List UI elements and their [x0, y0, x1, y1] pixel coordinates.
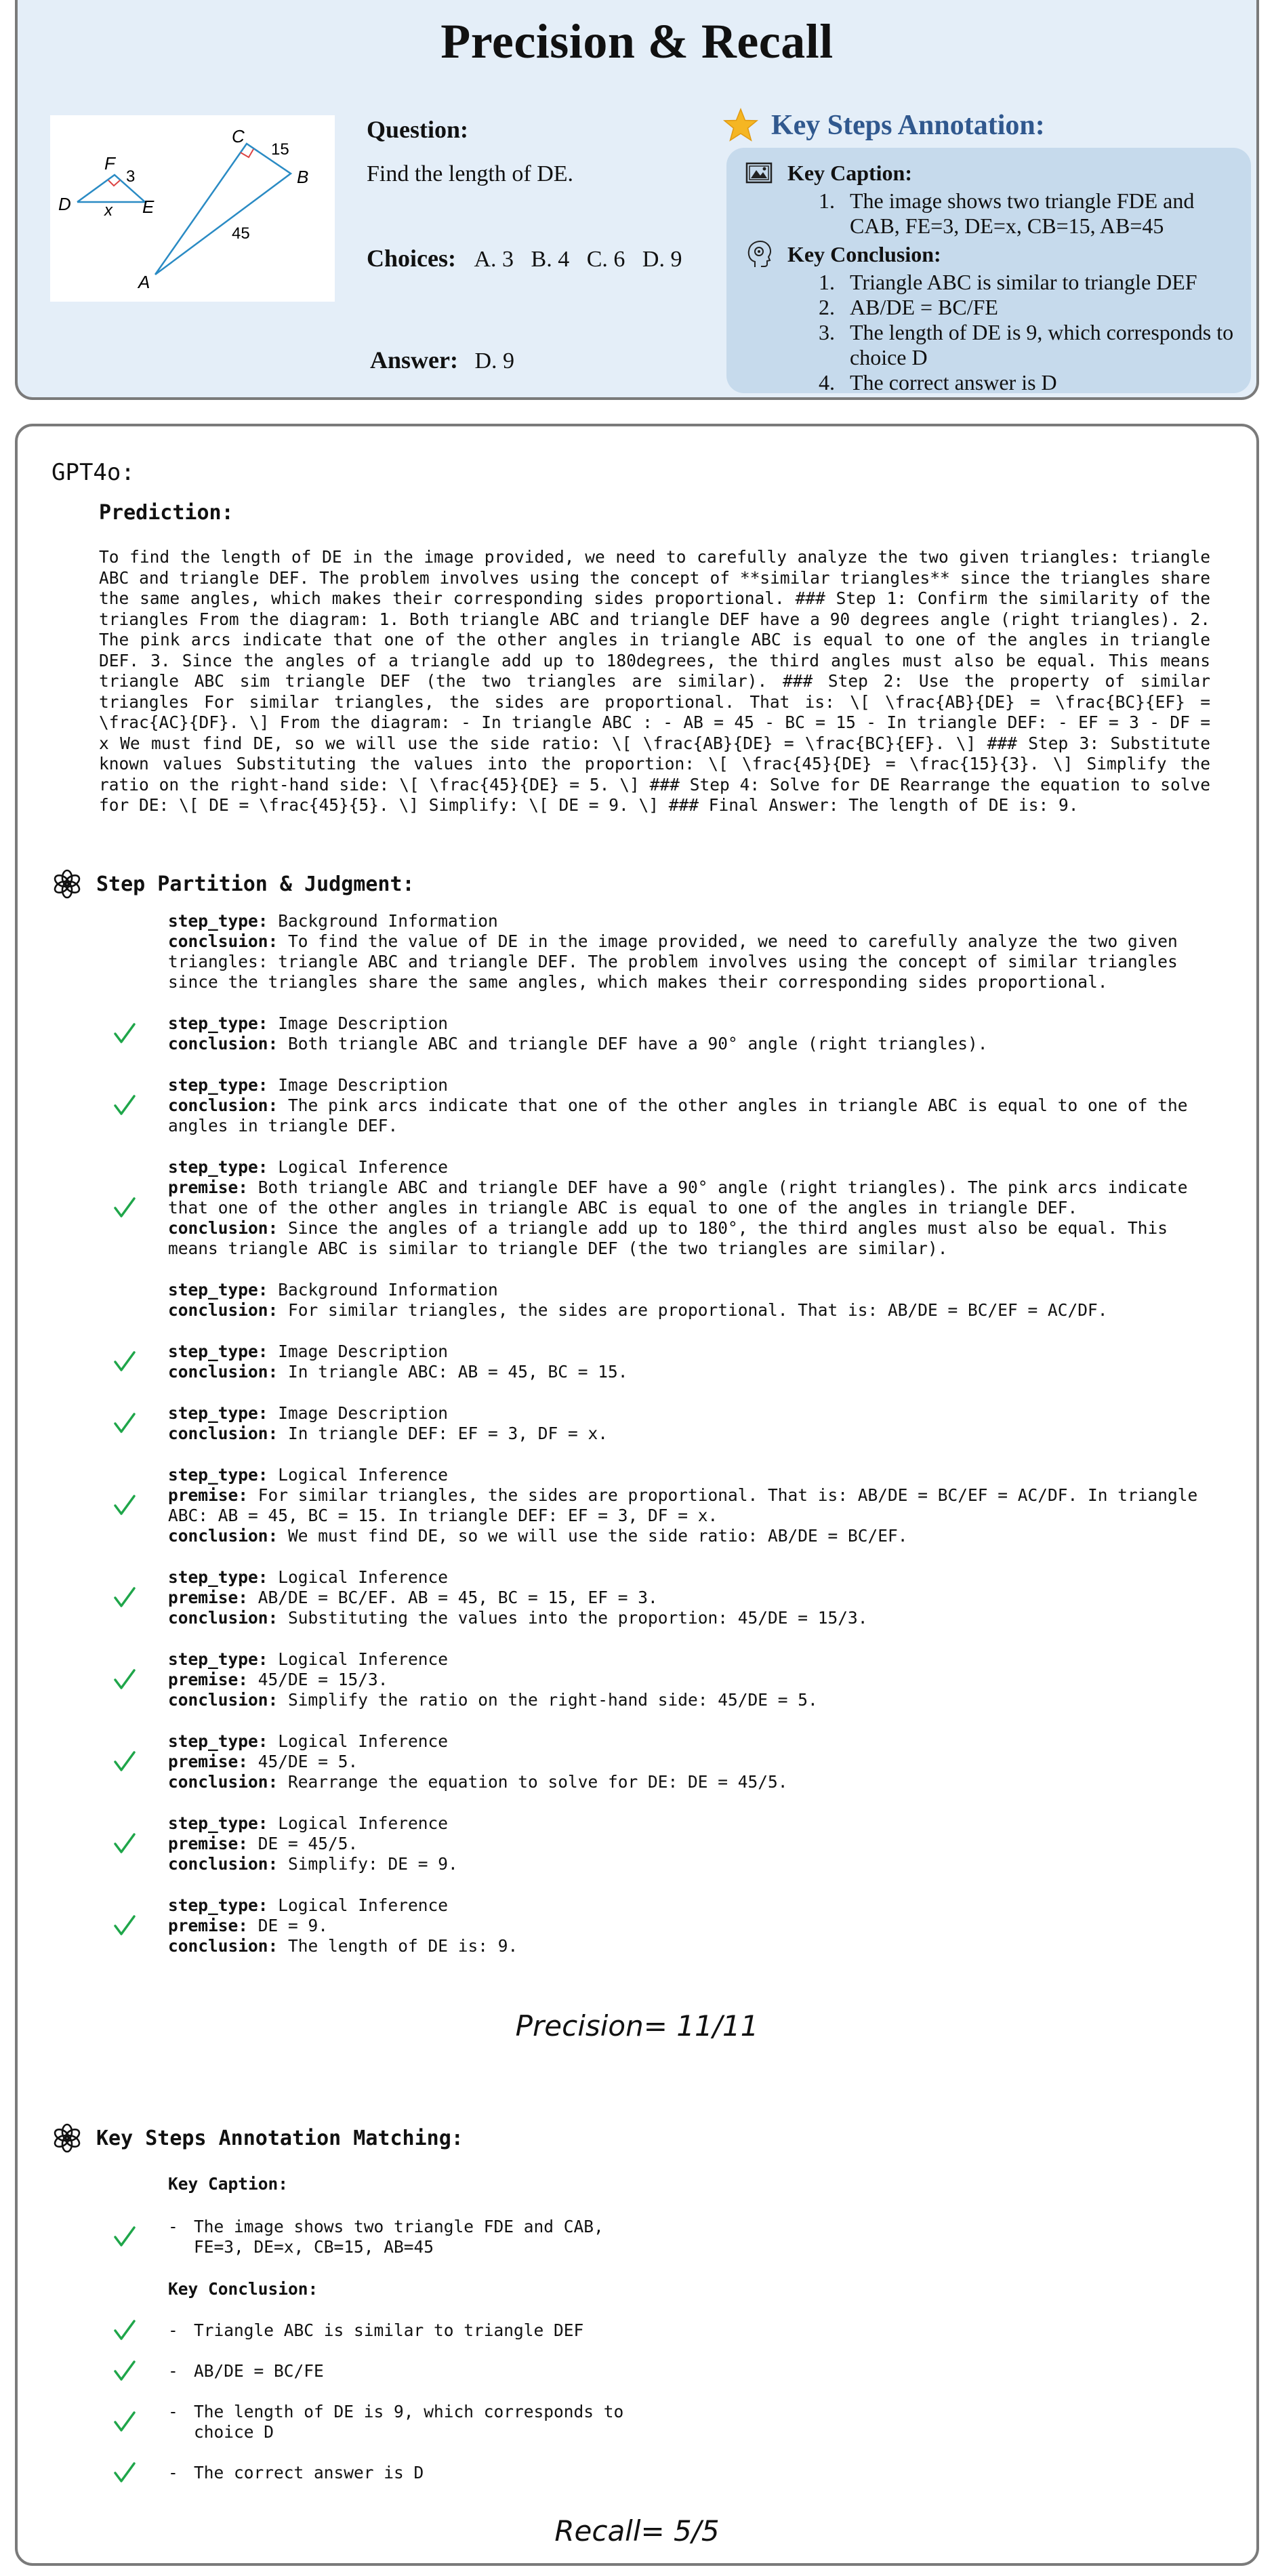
step-type-value: Image Description	[278, 1342, 449, 1361]
conclusion-value: To find the value of DE in the image provided, we need to carefully analyze the two given triangles: triangle ABC and triangle DEF. The problem involves using the concept of similar triangles since the triangles share the same angles, which makes their corresponding sides proportional.	[168, 931, 1178, 992]
match-text-line1: The correct answer is D	[194, 2463, 424, 2482]
match-text-line2: choice D	[194, 2422, 274, 2442]
summary-panel	[15, 0, 1259, 400]
choices-text: A. 3 B. 4 C. 6 D. 9	[474, 247, 682, 272]
step-type-label: step_type:	[168, 1280, 268, 1300]
step-type-label: step_type:	[168, 1157, 268, 1177]
conclusion-value: Rearrange the equation to solve for DE: DE = 45/5.	[288, 1772, 788, 1792]
step-type-line	[168, 1075, 1225, 1095]
step-item	[18, 1403, 1225, 1444]
check-icon	[112, 2225, 137, 2249]
match-text-line1: AB/DE = BC/FE	[194, 2361, 324, 2381]
check-icon	[112, 1411, 137, 1436]
step-partition-title: Step Partition & Judgment:	[96, 872, 415, 896]
step-type-value: Logical Inference	[278, 1731, 449, 1751]
label-x: x	[104, 201, 112, 220]
precision-score: Precision= 11/11	[515, 2009, 759, 2042]
conclusion-label: conclusion:	[168, 1300, 279, 1320]
step-partition-header	[52, 868, 415, 900]
key-steps-box	[726, 148, 1251, 393]
check-icon	[112, 1196, 137, 1220]
step-type-line	[168, 1813, 1225, 1834]
match-conclusion-label: Key Conclusion:	[168, 2279, 318, 2299]
label-b: B	[297, 167, 309, 187]
conclusion-line	[168, 1608, 1225, 1628]
label-e: E	[142, 197, 155, 217]
label-15: 15	[271, 140, 289, 159]
answer-row	[370, 346, 514, 374]
premise-value: Both triangle ABC and triangle DEF have a 90° angle (right triangles). The pink arcs indicate that one of the other angles in triangle ABC is equal to one of the angles in triangle DEF.	[168, 1178, 1188, 1217]
step-type-label: step_type:	[168, 1813, 268, 1833]
check-icon	[112, 2359, 137, 2383]
step-type-value: Background Information	[278, 911, 498, 931]
conclusion-value: The pink arcs indicate that one of the other angles in triangle ABC is equal to one of the angles in triangle DEF.	[168, 1095, 1188, 1135]
step-type-label: step_type:	[168, 911, 268, 931]
match-caption-label: Key Caption:	[168, 2174, 289, 2194]
star-icon	[722, 107, 759, 144]
conclusion-label: conclusion:	[168, 1936, 279, 1956]
conclusion-value: Since the angles of a triangle add up to 180°, the third angles must also be equal. This means triangle ABC is similar to triangle DEF (the two triangles are similar).	[168, 1218, 1168, 1258]
conclusion-line	[168, 1362, 1225, 1382]
premise-value: DE = 9.	[258, 1916, 329, 1935]
check-icon	[112, 2410, 137, 2434]
key-conclusion-item: 2. AB/DE = BC/FE	[840, 295, 1240, 320]
step-item	[18, 1895, 1225, 1956]
premise-line	[168, 1178, 1225, 1218]
step-type-label: step_type:	[168, 1075, 268, 1095]
question-label: Question:	[367, 116, 469, 143]
step-item	[18, 1649, 1225, 1710]
step-type-line	[168, 1403, 1225, 1424]
conclusion-line	[168, 1854, 1225, 1874]
step-item	[18, 1731, 1225, 1792]
conclusion-value: In triangle DEF: EF = 3, DF = x.	[288, 1424, 609, 1443]
conclusion-label: conclusion:	[168, 1095, 279, 1115]
conclusion-line	[168, 1526, 1225, 1546]
key-caption-item: 1. The image shows two triangle FDE and CAB, FE=3, DE=x, CB=15, AB=45	[840, 188, 1240, 239]
conclusion-line	[168, 1300, 1225, 1321]
conclusion-line	[168, 1424, 1225, 1444]
label-a: A	[138, 272, 150, 292]
step-type-line	[168, 1465, 1225, 1485]
label-3: 3	[126, 167, 136, 186]
step-item	[18, 1342, 1225, 1382]
check-icon	[112, 1093, 137, 1118]
conclusion-label: conclusion:	[168, 1362, 279, 1382]
check-icon	[112, 1493, 137, 1518]
premise-label: premise:	[168, 1670, 249, 1689]
label-c: C	[232, 126, 245, 146]
prediction-text: To find the length of DE in the image provided, we need to carefully analyze the two given triangles: triangle ABC and triangle DEF. The problem involves using the concept of **similar triangles** since the triangles share the same angles, which makes their corresponding sides proportional. ### Step 1: Confirm the similarity of the triangles From the diagram: 1. Both triangle ABC and triangle DEF have a 90 degrees angle (right triangles). 2. The pink arcs indicate that one of the other angles in triangle ABC is equal to one of the angles in triangle DEF. 3. Since the angles of a triangle add up to 180degrees, the third angles must also be equal. This means triangle ABC sim triangle DEF (the two triangles are similar). ### Step 2: Use the property of similar triangles For similar triangles, the sides are proportional. That is: \[ \frac{AB}{DE} = \frac{BC}{EF} = \frac{AC}{DF}. \] From the diagram: - In triangle ABC : - AB = 45 - BC = 15 - In triangle DEF: - EF = 3 - DF = x We must find DE, so we will use the side ratio: \[ \frac{AB}{DE} = \frac{BC}{EF}. \] ### Step 3: Substitute known values Substituting the values into the proportion: \[ \frac{45}{DE} = \frac{15}{3}. \] Simplify the ratio on the right-hand side: \[ \frac{45}{DE} = 5. \] ### Step 4: Solve for DE Rearrange the equation to solve for DE: \[ DE = \frac{45}{5}. \] Simplify: \[ DE = 9. \] ### Final Answer: The length of DE is: 9.	[99, 547, 1210, 815]
step-type-value: Logical Inference	[278, 1157, 449, 1177]
step-type-line	[168, 1731, 1225, 1752]
label-d: D	[58, 194, 71, 214]
key-conclusion-head	[745, 239, 1240, 270]
matching-list	[18, 2174, 1258, 2483]
dash: -	[168, 2361, 178, 2381]
premise-value: 45/DE = 5.	[258, 1752, 358, 1771]
step-type-label: step_type:	[168, 1895, 268, 1915]
premise-value: AB/DE = BC/EF. AB = 45, BC = 15, EF = 3.	[258, 1588, 658, 1607]
step-item	[18, 911, 1225, 992]
key-conclusion-item: 4. The correct answer is D	[840, 370, 1240, 395]
premise-line	[168, 1916, 1225, 1936]
step-type-value: Logical Inference	[278, 1649, 449, 1669]
conclusion-value: Substituting the values into the proportion: 45/DE = 15/3.	[288, 1608, 868, 1628]
key-steps-title: Key Steps Annotation:	[771, 110, 1045, 141]
step-type-value: Logical Inference	[278, 1465, 449, 1485]
conclusion-value: In triangle ABC: AB = 45, BC = 15.	[288, 1362, 628, 1382]
choices-label: Choices:	[367, 245, 456, 272]
step-item	[18, 1465, 1225, 1546]
key-conclusion-item: 3. The length of DE is 9, which corresponds to choice D	[840, 320, 1240, 370]
step-type-line	[168, 1157, 1225, 1178]
step-item	[18, 1157, 1225, 1259]
step-type-label: step_type:	[168, 1013, 268, 1033]
key-steps-header	[722, 102, 1045, 149]
step-type-line	[168, 1567, 1225, 1588]
step-type-value: Logical Inference	[278, 1567, 449, 1587]
conclusion-label: conclusion:	[168, 1690, 279, 1710]
recall-score: Recall= 5/5	[554, 2514, 720, 2548]
conclusion-label: conclusion:	[168, 1854, 279, 1874]
check-icon	[112, 1750, 137, 1774]
dash: -	[168, 2217, 178, 2236]
conclusion-label: conclusion:	[168, 1218, 279, 1238]
step-type-value: Image Description	[278, 1013, 449, 1033]
conclusion-value: The length of DE is: 9.	[288, 1936, 518, 1956]
match-caption-item	[18, 2217, 1258, 2257]
key-caption-head	[745, 157, 1240, 188]
match-text-line2: FE=3, DE=x, CB=15, AB=45	[194, 2237, 434, 2257]
premise-label: premise:	[168, 1485, 249, 1505]
key-conclusion-list	[745, 270, 1240, 395]
step-type-label: step_type:	[168, 1403, 268, 1423]
dash: -	[168, 2463, 178, 2482]
conclusion-label: conclsuion:	[168, 931, 279, 951]
dash: -	[168, 2320, 178, 2340]
key-caption-list	[745, 188, 1240, 239]
dash: -	[168, 2402, 178, 2421]
match-conclusion-item	[18, 2402, 1258, 2442]
check-icon	[112, 1586, 137, 1610]
premise-line	[168, 1485, 1225, 1526]
premise-line	[168, 1834, 1225, 1854]
key-conclusion-label: Key Conclusion:	[787, 241, 941, 266]
label-f: F	[104, 153, 115, 174]
premise-line	[168, 1752, 1225, 1772]
conclusion-line	[168, 931, 1225, 992]
match-conclusion-item	[18, 2361, 1258, 2381]
question-block	[367, 115, 705, 187]
step-item	[18, 1813, 1225, 1874]
conclusion-label: conclusion:	[168, 1772, 279, 1792]
step-type-value: Logical Inference	[278, 1895, 449, 1915]
check-icon	[112, 2318, 137, 2343]
premise-value: 45/DE = 15/3.	[258, 1670, 388, 1689]
step-list	[18, 911, 1258, 1977]
conclusion-line	[168, 1772, 1225, 1792]
answer-label: Answer:	[370, 346, 458, 374]
step-type-label: step_type:	[168, 1731, 268, 1751]
head-gear-icon	[745, 240, 773, 268]
premise-value: For similar triangles, the sides are proportional. That is: AB/DE = BC/EF = AC/DF. In triangle ABC: AB = 45, BC = 15. In triangle DEF: EF = 3, DF = x.	[168, 1485, 1198, 1525]
match-text-line1: The image shows two triangle FDE and CAB,	[194, 2217, 604, 2236]
triangle-figure	[50, 115, 335, 302]
prediction-label: Prediction:	[99, 501, 234, 525]
step-type-line	[168, 1280, 1225, 1300]
match-text-line1: The length of DE is 9, which corresponds to	[194, 2402, 624, 2421]
match-text-line1: Triangle ABC is similar to triangle DEF	[194, 2320, 584, 2340]
step-type-value: Logical Inference	[278, 1813, 449, 1833]
step-item	[18, 1013, 1225, 1054]
check-icon	[112, 2461, 137, 2485]
step-type-label: step_type:	[168, 1465, 268, 1485]
step-item	[18, 1567, 1225, 1628]
model-name: GPT4o:	[52, 459, 135, 486]
key-conclusion-item: 1. Triangle ABC is similar to triangle DEF	[840, 270, 1240, 295]
step-type-label: step_type:	[168, 1342, 268, 1361]
conclusion-label: conclusion:	[168, 1526, 279, 1546]
step-type-line	[168, 911, 1225, 931]
step-type-line	[168, 1649, 1225, 1670]
check-icon	[112, 1350, 137, 1374]
step-item	[18, 1280, 1225, 1321]
conclusion-value: Both triangle ABC and triangle DEF have a 90° angle (right triangles).	[288, 1034, 988, 1053]
premise-label: premise:	[168, 1588, 249, 1607]
conclusion-value: Simplify the ratio on the right-hand side: 45/DE = 5.	[288, 1690, 818, 1710]
step-item	[18, 1075, 1225, 1136]
premise-value: DE = 45/5.	[258, 1834, 358, 1853]
step-type-line	[168, 1013, 1225, 1034]
answer-text: D. 9	[474, 348, 515, 374]
conclusion-label: conclusion:	[168, 1034, 279, 1053]
evaluation-panel	[15, 424, 1259, 2566]
premise-label: premise:	[168, 1916, 249, 1935]
page-title: Precision & Recall	[440, 14, 834, 68]
image-icon	[745, 162, 773, 184]
right-angle-mark-f	[108, 180, 120, 186]
matching-header	[52, 2122, 464, 2154]
matching-title: Key Steps Annotation Matching:	[96, 2126, 464, 2150]
key-caption-label: Key Caption:	[787, 160, 912, 185]
conclusion-line	[168, 1034, 1225, 1054]
check-icon	[112, 1022, 137, 1046]
choices-row	[367, 244, 682, 273]
check-icon	[112, 1832, 137, 1856]
conclusion-label: conclusion:	[168, 1424, 279, 1443]
step-type-value: Image Description	[278, 1403, 449, 1423]
conclusion-line	[168, 1095, 1225, 1136]
premise-label: premise:	[168, 1178, 249, 1197]
openai-logo-icon	[52, 868, 83, 900]
step-type-label: step_type:	[168, 1567, 268, 1587]
conclusion-value: For similar triangles, the sides are proportional. That is: AB/DE = BC/EF = AC/DF.	[288, 1300, 1108, 1320]
premise-label: premise:	[168, 1834, 249, 1853]
conclusion-line	[168, 1936, 1225, 1956]
match-conclusion-item	[18, 2463, 1258, 2483]
conclusion-label: conclusion:	[168, 1608, 279, 1628]
match-conclusion-item	[18, 2320, 1258, 2341]
triangle-abc	[155, 144, 291, 275]
check-icon	[112, 1668, 137, 1692]
conclusion-value: We must find DE, so we will use the side ratio: AB/DE = BC/EF.	[288, 1526, 908, 1546]
check-icon	[112, 1914, 137, 1938]
premise-label: premise:	[168, 1752, 249, 1771]
step-type-value: Background Information	[278, 1280, 498, 1300]
triangle-diagram	[50, 115, 335, 302]
conclusion-line	[168, 1690, 1225, 1710]
conclusion-value: Simplify: DE = 9.	[288, 1854, 458, 1874]
question-text: Find the length of DE.	[367, 161, 574, 186]
openai-logo-icon	[52, 2122, 83, 2154]
step-type-line	[168, 1895, 1225, 1916]
conclusion-line	[168, 1218, 1225, 1259]
step-type-label: step_type:	[168, 1649, 268, 1669]
premise-line	[168, 1670, 1225, 1690]
step-type-value: Image Description	[278, 1075, 449, 1095]
label-45: 45	[232, 224, 250, 243]
premise-line	[168, 1588, 1225, 1608]
step-type-line	[168, 1342, 1225, 1362]
